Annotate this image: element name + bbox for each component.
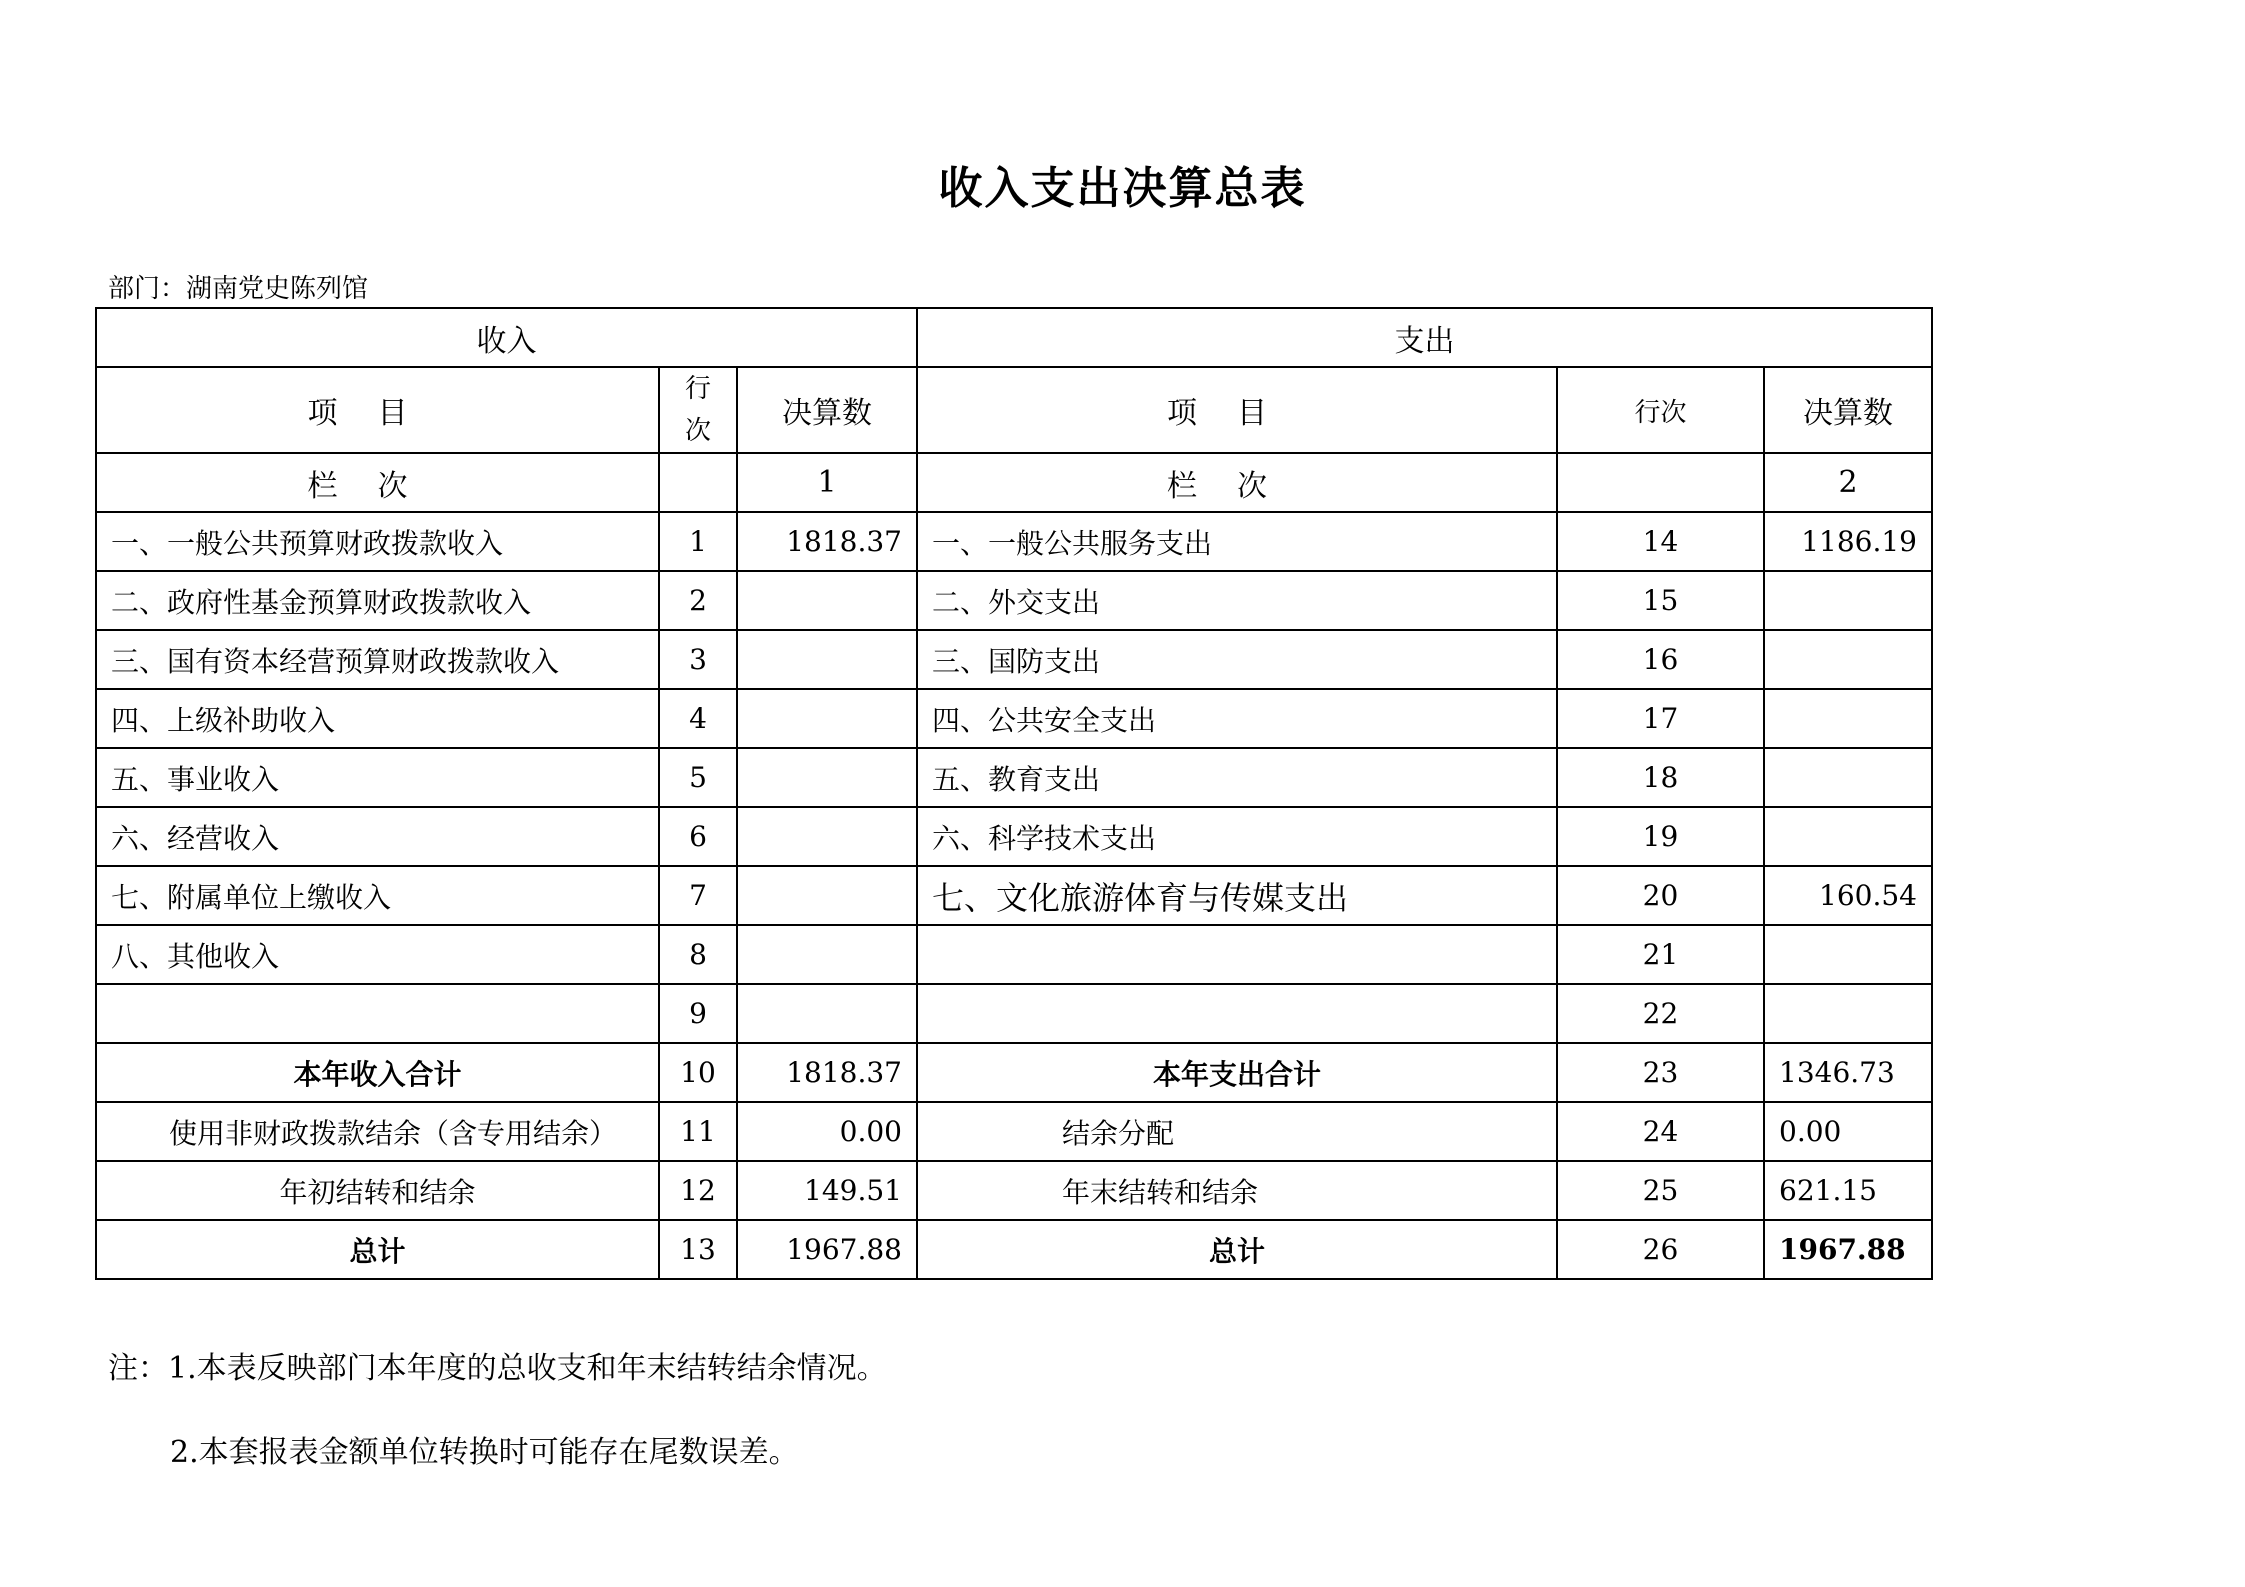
expense-value: 1186.19 [1764, 512, 1932, 571]
budget-summary-table [95, 307, 1933, 1280]
column-number-row [96, 453, 1932, 512]
expense-column-number: 2 [1764, 453, 1932, 512]
expense-row-no: 14 [1557, 512, 1764, 571]
expense-column-label: 栏次 [917, 453, 1557, 512]
note-1: 注：1.本表反映部门本年度的总收支和年末结转结余情况。 [108, 1351, 887, 1386]
income-value: 1818.37 [737, 512, 917, 571]
income-value [737, 748, 917, 807]
year-expense-total-no: 23 [1557, 1043, 1764, 1102]
begin-carryover-label: 年初结转和结余 [96, 1161, 659, 1220]
year-income-total-label: 本年收入合计 [96, 1043, 659, 1102]
section-header-row [96, 308, 1932, 367]
table-row [96, 984, 1932, 1043]
income-value [737, 571, 917, 630]
table-row [96, 807, 1932, 866]
table-row [96, 748, 1932, 807]
income-item: 八、其他收入 [96, 925, 659, 984]
grand-income-total-value: 1967.88 [737, 1220, 917, 1279]
table-row [96, 689, 1932, 748]
nonfiscal-row [96, 1102, 1932, 1161]
table-row [96, 866, 1932, 925]
grand-income-total-no: 13 [659, 1220, 737, 1279]
income-amount-header: 决算数 [737, 367, 917, 453]
nonfiscal-label: 使用非财政拨款结余（含专用结余） [96, 1102, 659, 1161]
income-row-no: 5 [659, 748, 737, 807]
nonfiscal-no: 11 [659, 1102, 737, 1161]
income-value [737, 984, 917, 1043]
income-column-blank [659, 453, 737, 512]
income-value [737, 866, 917, 925]
expense-item: 四、公共安全支出 [917, 689, 1557, 748]
grand-expense-total-value: 1967.88 [1764, 1220, 1932, 1279]
table-row [96, 571, 1932, 630]
income-item: 四、上级补助收入 [96, 689, 659, 748]
expense-item: 六、科学技术支出 [917, 807, 1557, 866]
income-section-header: 收入 [96, 308, 917, 367]
end-carryover-value: 621.15 [1764, 1161, 1932, 1220]
income-column-number: 1 [737, 453, 917, 512]
expense-item: 三、国防支出 [917, 630, 1557, 689]
expense-value [1764, 925, 1932, 984]
income-row-no-header: 行次 [659, 367, 737, 453]
expense-item: 二、外交支出 [917, 571, 1557, 630]
income-item: 五、事业收入 [96, 748, 659, 807]
grand-expense-total-label: 总计 [917, 1220, 1557, 1279]
expense-row-no: 21 [1557, 925, 1764, 984]
expense-item-header: 项目 [917, 367, 1557, 453]
year-expense-total-value: 1346.73 [1764, 1043, 1932, 1102]
begin-carryover-value: 149.51 [737, 1161, 917, 1220]
income-item: 七、附属单位上缴收入 [96, 866, 659, 925]
expense-value: 160.54 [1764, 866, 1932, 925]
expense-row-no-header: 行次 [1557, 367, 1764, 453]
grand-income-total-label: 总计 [96, 1220, 659, 1279]
income-row-no: 9 [659, 984, 737, 1043]
income-value [737, 630, 917, 689]
income-item: 一、一般公共预算财政拨款收入 [96, 512, 659, 571]
expense-item: 一、一般公共服务支出 [917, 512, 1557, 571]
expense-row-no: 16 [1557, 630, 1764, 689]
income-item [96, 984, 659, 1043]
year-expense-total-label: 本年支出合计 [917, 1043, 1557, 1102]
income-row-no: 4 [659, 689, 737, 748]
year-total-row [96, 1043, 1932, 1102]
end-carryover-label: 年末结转和结余 [917, 1161, 1557, 1220]
income-item-header: 项目 [96, 367, 659, 453]
nonfiscal-value: 0.00 [737, 1102, 917, 1161]
surplus-value: 0.00 [1764, 1102, 1932, 1161]
income-row-no: 1 [659, 512, 737, 571]
expense-row-no: 19 [1557, 807, 1764, 866]
table-row [96, 925, 1932, 984]
expense-row-no: 18 [1557, 748, 1764, 807]
grand-expense-total-no: 26 [1557, 1220, 1764, 1279]
expense-value [1764, 807, 1932, 866]
income-row-no: 7 [659, 866, 737, 925]
column-header-row [96, 367, 1932, 453]
expense-value [1764, 984, 1932, 1043]
expense-column-blank [1557, 453, 1764, 512]
expense-section-header: 支出 [917, 308, 1932, 367]
expense-item [917, 984, 1557, 1043]
year-income-total-value: 1818.37 [737, 1043, 917, 1102]
income-row-no: 2 [659, 571, 737, 630]
expense-row-no: 22 [1557, 984, 1764, 1043]
expense-value [1764, 689, 1932, 748]
carryover-row [96, 1161, 1932, 1220]
income-value [737, 807, 917, 866]
expense-row-no: 20 [1557, 866, 1764, 925]
income-value [737, 925, 917, 984]
table-row [96, 512, 1932, 571]
year-income-total-no: 10 [659, 1043, 737, 1102]
surplus-no: 24 [1557, 1102, 1764, 1161]
income-row-no: 6 [659, 807, 737, 866]
begin-carryover-no: 12 [659, 1161, 737, 1220]
end-carryover-no: 25 [1557, 1161, 1764, 1220]
expense-item: 七、文化旅游体育与传媒支出 [917, 866, 1557, 925]
page-title: 收入支出决算总表 [938, 163, 1307, 214]
income-column-label: 栏次 [96, 453, 659, 512]
income-row-no: 8 [659, 925, 737, 984]
expense-value [1764, 630, 1932, 689]
expense-amount-header: 决算数 [1764, 367, 1932, 453]
income-item: 六、经营收入 [96, 807, 659, 866]
income-item: 三、国有资本经营预算财政拨款收入 [96, 630, 659, 689]
department-label: 部门：湖南党史陈列馆 [108, 274, 369, 304]
expense-value [1764, 748, 1932, 807]
table-row [96, 630, 1932, 689]
note-2: 2.本套报表金额单位转换时可能存在尾数误差。 [170, 1435, 799, 1470]
expense-value [1764, 571, 1932, 630]
surplus-label: 结余分配 [917, 1102, 1557, 1161]
expense-item [917, 925, 1557, 984]
income-item: 二、政府性基金预算财政拨款收入 [96, 571, 659, 630]
income-row-no: 3 [659, 630, 737, 689]
expense-item: 五、教育支出 [917, 748, 1557, 807]
grand-total-row [96, 1220, 1932, 1279]
expense-row-no: 15 [1557, 571, 1764, 630]
expense-row-no: 17 [1557, 689, 1764, 748]
income-value [737, 689, 917, 748]
